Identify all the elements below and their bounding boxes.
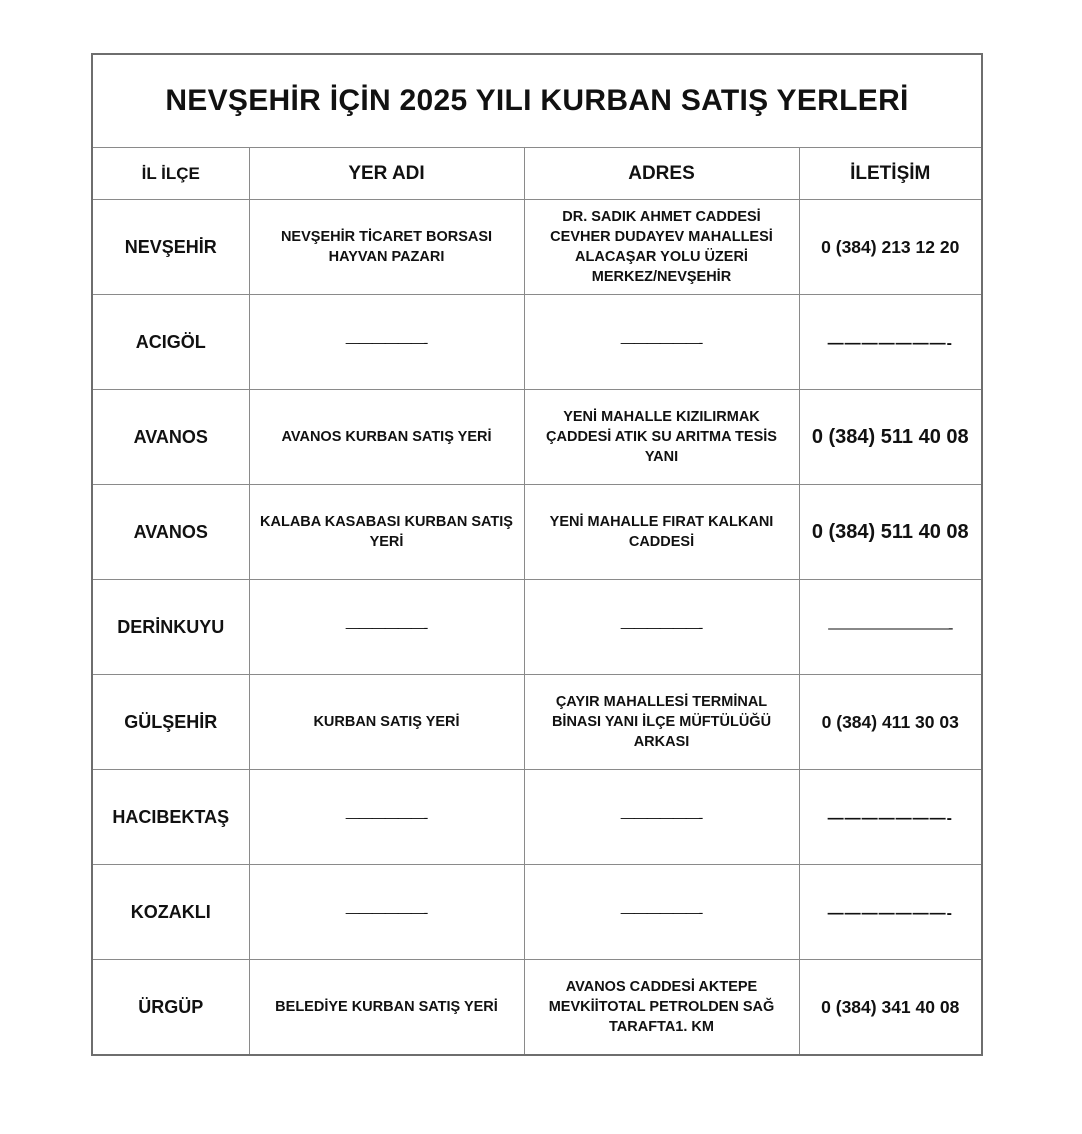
iletisim-cell: 0 (384) 411 30 03: [799, 675, 982, 770]
yer-adi-cell: KALABA KASABASI KURBAN SATIŞ YERİ: [249, 485, 524, 580]
empty-dash: ———————-: [827, 334, 953, 352]
iletisim-cell: [799, 295, 982, 390]
table-row: [92, 390, 982, 485]
kurban-satis-table: [91, 53, 983, 1056]
table-row: [92, 770, 982, 865]
column-header-adres: ADRES: [524, 148, 799, 200]
yer-adi-cell: KURBAN SATIŞ YERİ: [249, 675, 524, 770]
ilce-cell: KOZAKLI: [92, 865, 249, 960]
table-row: [92, 675, 982, 770]
ilce-cell: ACIGÖL: [92, 295, 249, 390]
column-header-il-ilce: İL İLÇE: [92, 148, 249, 200]
adres-cell: YENİ MAHALLE FIRAT KALKANI CADDESİ: [524, 485, 799, 580]
yer-adi-cell: [249, 295, 524, 390]
iletisim-cell: 0 (384) 213 12 20: [799, 200, 982, 295]
yer-adi-cell: AVANOS KURBAN SATIŞ YERİ: [249, 390, 524, 485]
table-row: [92, 295, 982, 390]
adres-cell: [524, 295, 799, 390]
iletisim-cell: 0 (384) 511 40 08: [799, 390, 982, 485]
adres-cell: AVANOS CADDESİ AKTEPE MEVKİİTOTAL PETROLDEN SAĞ TARAFTA1. KM: [524, 960, 799, 1056]
adres-cell: ÇAYIR MAHALLESİ TERMİNAL BİNASI YANI İLÇE MÜFTÜLÜĞÜ ARKASI: [524, 675, 799, 770]
ilce-cell: DERİNKUYU: [92, 580, 249, 675]
empty-dash: ——————-: [345, 333, 428, 350]
empty-dash: ———————-: [827, 904, 953, 922]
yer-adi-cell: [249, 865, 524, 960]
ilce-cell: GÜLŞEHİR: [92, 675, 249, 770]
empty-dash: ———————-: [827, 809, 953, 827]
adres-cell: [524, 865, 799, 960]
iletisim-cell: 0 (384) 341 40 08: [799, 960, 982, 1056]
adres-cell: [524, 580, 799, 675]
iletisim-cell: [799, 770, 982, 865]
ilce-cell: NEVŞEHİR: [92, 200, 249, 295]
table-row: [92, 865, 982, 960]
yer-adi-cell: [249, 770, 524, 865]
empty-dash: ——————-: [345, 618, 428, 635]
table-row: [92, 200, 982, 295]
empty-dash: ——————-: [620, 618, 703, 635]
iletisim-cell: 0 (384) 511 40 08: [799, 485, 982, 580]
ilce-cell: ÜRGÜP: [92, 960, 249, 1056]
header-row: [92, 148, 982, 200]
empty-dash: ——————-: [620, 903, 703, 920]
empty-dash: ——————-: [345, 808, 428, 825]
ilce-cell: AVANOS: [92, 485, 249, 580]
column-header-yer-adi: YER ADI: [249, 148, 524, 200]
yer-adi-cell: NEVŞEHİR TİCARET BORSASI HAYVAN PAZARI: [249, 200, 524, 295]
empty-dash: ——————-: [620, 808, 703, 825]
yer-adi-cell: [249, 580, 524, 675]
ilce-cell: AVANOS: [92, 390, 249, 485]
document-title: NEVŞEHİR İÇİN 2025 YILI KURBAN SATIŞ YERLERİ: [92, 54, 982, 148]
table-row: [92, 485, 982, 580]
yer-adi-cell: BELEDİYE KURBAN SATIŞ YERİ: [249, 960, 524, 1056]
adres-cell: YENİ MAHALLE KIZILIRMAK ÇADDESİ ATIK SU ARITMA TESİS YANI: [524, 390, 799, 485]
empty-dash: ——————-: [620, 333, 703, 350]
iletisim-cell: [799, 580, 982, 675]
table-row: [92, 580, 982, 675]
column-header-iletisim: İLETİŞİM: [799, 148, 982, 200]
empty-dash: ————————-: [828, 619, 953, 637]
adres-cell: [524, 770, 799, 865]
adres-cell: DR. SADIK AHMET CADDESİ CEVHER DUDAYEV MAHALLESİ ALACAŞAR YOLU ÜZERİ MERKEZ/NEVŞEHİR: [524, 200, 799, 295]
table-row: [92, 960, 982, 1056]
iletisim-cell: [799, 865, 982, 960]
empty-dash: ——————-: [345, 903, 428, 920]
ilce-cell: HACIBEKTAŞ: [92, 770, 249, 865]
